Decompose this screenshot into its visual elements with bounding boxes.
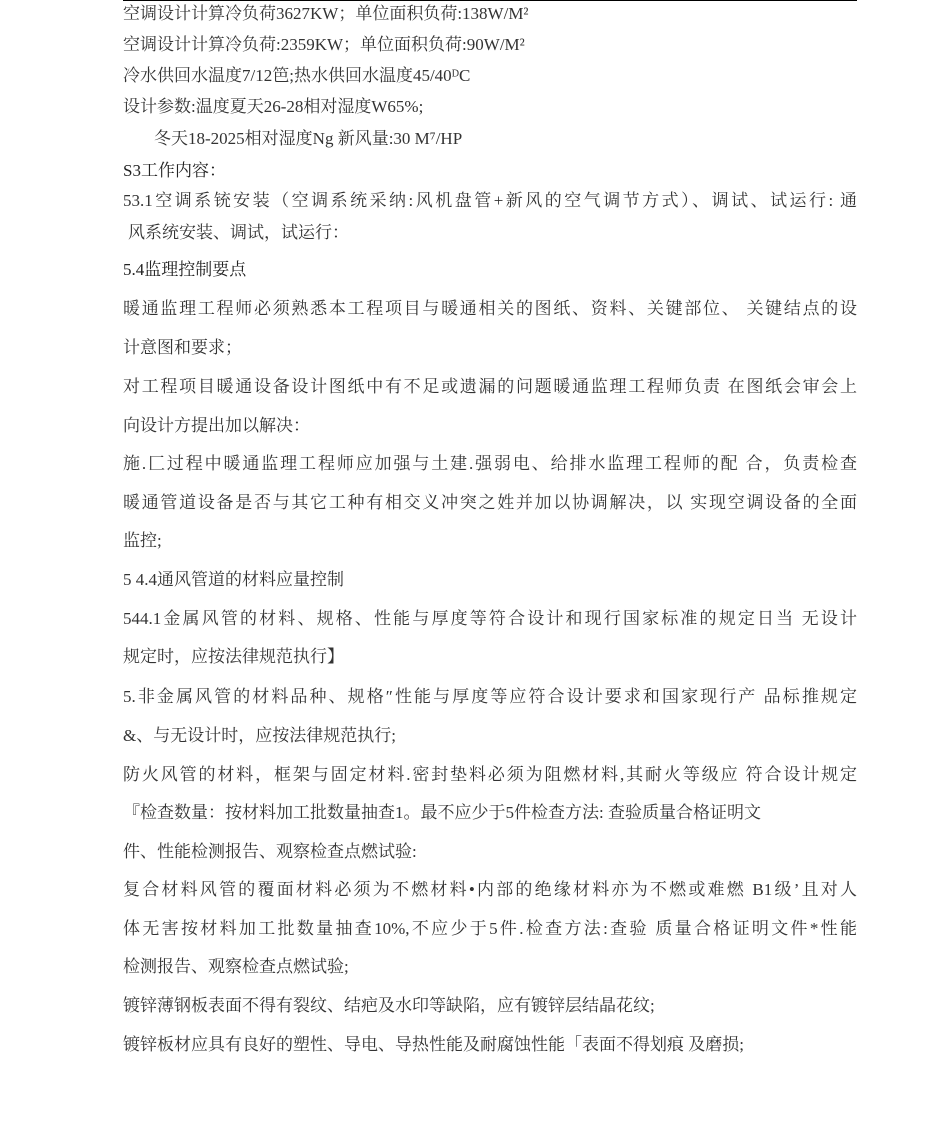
- text-line: 冬天18-2025相对湿度Ng 新风量:30 M⁷/HP: [154, 129, 463, 148]
- text-line: 镀锌薄钢板表面不得有裂纹、结疤及水印等缺陷，应有镀锌层结晶花纹;: [123, 996, 655, 1015]
- text-line: 『检查数量：按材料加工批数量抽查1。最不应少于5件检查方法: 查验质量合格证明文: [123, 803, 761, 822]
- text-line: 53.1空调系铳安装（空调系统采纳:风机盘管+新风的空气调节方式）、调试、试运行: 通: [123, 191, 857, 210]
- text-line: 空调设计计算冷负荷3627KW；单位面积负荷:138W/M²: [123, 4, 529, 23]
- text-line: 5.非金属风管的材料品种、规格″性能与厚度等应符合设计要求和国家现行产 品标推规定: [123, 687, 857, 706]
- text-line: 检测报告、观察检查点燃试验;: [123, 957, 349, 976]
- text-line: 镀锌板材应具有良好的塑性、导电、导热性能及耐腐蚀性能「表面不得划痕 及磨损;: [123, 1035, 744, 1054]
- section-heading: S3工作内容：: [123, 161, 226, 180]
- text-line: 体无害按材料加工批数量抽查10%,不应少于5件.检查方法:查验 质量合格证明文件*性能: [123, 919, 857, 938]
- text-line: 风系统安装、调试，试运行：: [128, 223, 349, 242]
- text-line: 设计参数:温度夏天26-28相对湿度W65%;: [123, 97, 424, 116]
- text-line: 暖通管道设备是否与其它工种有相交义冲突之姓并加以协调解决，以 实现空调设备的全面: [123, 493, 857, 512]
- top-rule: [123, 0, 857, 1]
- text-line: 件、性能检测报告、观察检查点燃试验:: [123, 842, 417, 861]
- section-heading: 5.4监理控制要点: [123, 260, 247, 279]
- text-line: 对工程项目暖通设备设计图纸中有不足或遗漏的问题暖通监理工程师负责 在图纸会审会上: [123, 377, 857, 396]
- text-line: 向设计方提出加以解决：: [123, 416, 310, 435]
- text-line: 计意图和要求；: [123, 338, 242, 357]
- section-heading: 5 4.4通风管道的材料应量控制: [123, 570, 344, 589]
- text-line: 暖通监理工程师必须熟悉本工程项目与暖通相关的图纸、资料、关键部位、 关键结点的设: [123, 299, 857, 318]
- text-line: &、与无设计时，应按法律规范执行;: [123, 726, 396, 745]
- text-line: 规定时，应按法律规范执行】: [123, 647, 344, 666]
- text-line: 空调设计计算冷负荷:2359KW；单位面积负荷:90W/M²: [123, 35, 525, 54]
- text-line: 544.1金属风管的材料、规格、性能与厚度等符合设计和现行国家标准的规定日当 无设计: [123, 609, 857, 628]
- text-line: 冷水供回水温度7/12笆;热水供回水温度45/40ᴰC: [123, 66, 471, 85]
- text-line: 监控;: [123, 531, 162, 550]
- text-line: 复合材料风管的覆面材料必须为不燃材料•内部的绝缘材料亦为不燃或难燃 B1级’且对人: [123, 880, 857, 899]
- text-line: 防火风管的材料，框架与固定材料.密封垫料必须为阻燃材料,其耐火等级应 符合设计规定: [123, 765, 857, 784]
- text-line: 施.匚过程中暖通监理工程师应加强与土建.强弱电、给排水监理工程师的配 合，负责检查: [123, 454, 857, 473]
